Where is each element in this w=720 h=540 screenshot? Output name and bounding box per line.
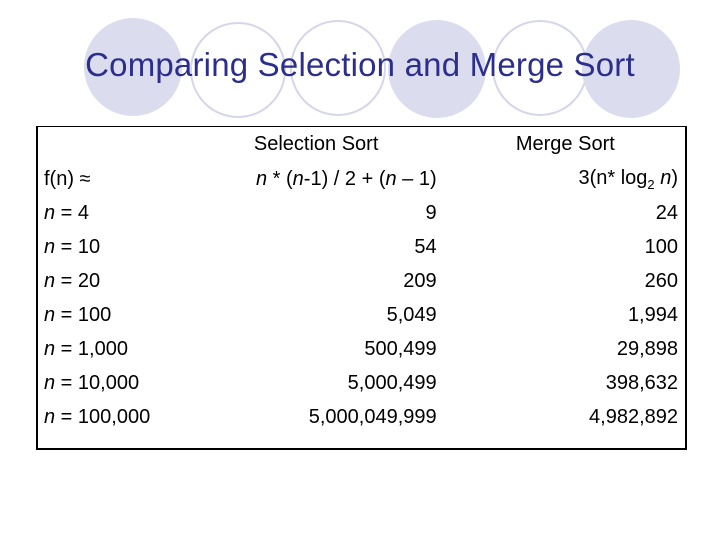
table-row	[36, 298, 686, 332]
selection-formula: n * (n-1) / 2 + (n – 1)	[255, 167, 437, 190]
row-label: n = 10,000	[44, 371, 140, 394]
selection-value: 5,000,499	[347, 371, 437, 394]
merge-value: 398,632	[605, 371, 678, 394]
header-merge-sort: Merge Sort	[515, 132, 615, 155]
row-label: n = 20	[44, 269, 101, 292]
formula-label: f(n) ≈	[44, 167, 91, 190]
slide-title: Comparing Selection and Merge Sort	[85, 46, 635, 83]
merge-formula: 3(n* $\log_2 n$)	[578, 166, 678, 192]
header-empty-cell	[36, 126, 188, 162]
row-label: n = 100	[44, 303, 112, 326]
merge-value: 24	[655, 201, 678, 224]
table-row	[36, 230, 686, 264]
selection-value: 9	[425, 201, 437, 224]
merge-value: 100	[644, 235, 678, 258]
header-selection-sort: Selection Sort	[253, 132, 379, 155]
table-row	[36, 366, 686, 400]
formula-row	[36, 162, 686, 196]
table-bottom-border	[36, 448, 687, 450]
selection-value: 500,499	[364, 337, 437, 360]
table-row	[36, 400, 686, 434]
row-label: n = 4	[44, 201, 90, 224]
merge-value: 4,982,892	[589, 405, 678, 428]
merge-value: 29,898	[616, 337, 678, 360]
row-label: n = 100,000	[44, 405, 151, 428]
comparison-table	[36, 126, 686, 434]
table-header-row	[36, 126, 686, 162]
merge-value: 1,994	[627, 303, 678, 326]
merge-value: 260	[644, 269, 678, 292]
table-row	[36, 196, 686, 230]
selection-value: 5,000,049,999	[308, 405, 437, 428]
table-row	[36, 264, 686, 298]
selection-value: 209	[403, 269, 437, 292]
row-label: n = 1,000	[44, 337, 128, 360]
row-label: n = 10	[44, 235, 101, 258]
table-row	[36, 332, 686, 366]
selection-value: 54	[414, 235, 437, 258]
selection-value: 5,049	[386, 303, 437, 326]
